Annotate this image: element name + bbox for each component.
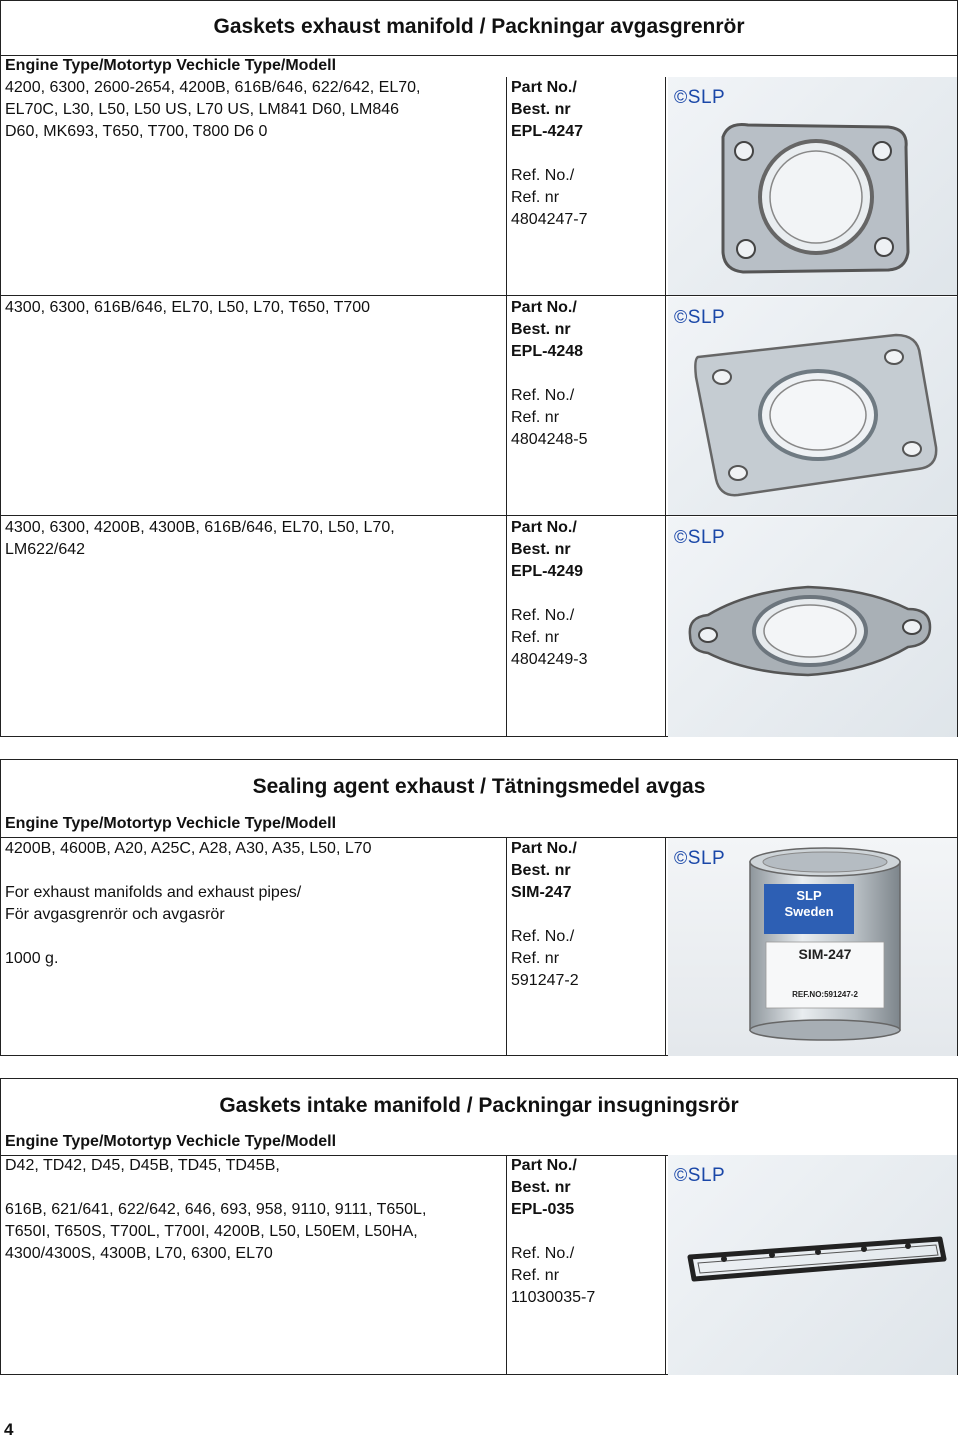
- part-number: EPL-4247: [511, 123, 584, 140]
- product-row-epl-4249: [1, 517, 957, 737]
- part-info: Part No./ Best. nr EPL-4249 Ref. No./ Ref. nr 4804249-3: [511, 517, 661, 671]
- intake-gasket-image: [668, 1155, 957, 1375]
- product-photo: [668, 1155, 957, 1375]
- oval-gasket-image: [668, 517, 957, 737]
- product-row-epl-035: [1, 1155, 957, 1375]
- part-number: EPL-4248: [511, 343, 584, 360]
- can-ref-label: REF.NO:591247-2: [792, 990, 858, 999]
- square-gasket-image: [668, 77, 957, 295]
- slp-logo: ©SLP: [674, 307, 726, 328]
- section-title: Gaskets intake manifold / Packningar insugningsrör: [219, 1094, 739, 1117]
- engine-list: 4200B, 4600B, A20, A25C, A28, A30, A35, L50, L70 For exhaust manifolds and exhaust pipes/ För avgasgrenrör och avgasrör 1000 g.: [5, 840, 372, 967]
- column-header: Engine Type/Motortyp Vechicle Type/Modell: [5, 1133, 337, 1150]
- section-intake-gaskets: [0, 1078, 958, 1375]
- part-info: Part No./ Best. nr SIM-247 Ref. No./ Ref. nr 591247-2: [511, 838, 661, 992]
- slp-logo: ©SLP: [674, 848, 726, 869]
- product-photo: [668, 517, 957, 737]
- ref-number: 4804247-7: [511, 211, 588, 228]
- slp-logo: ©SLP: [674, 1165, 726, 1186]
- page-number: 4: [4, 1420, 14, 1439]
- part-number: EPL-035: [511, 1201, 575, 1218]
- product-row-epl-4248: [1, 297, 957, 515]
- engine-list: 4200, 6300, 2600-2654, 4200B, 616B/646, 622/642, EL70, EL70C, L30, L50, L50 US, L70 US, LM841 D60, LM846 D60, MK693, T650, T700, T800 D6 0: [5, 79, 421, 140]
- engine-list: D42, TD42, D45, D45B, TD45, TD45B, 616B, 621/641, 622/642, 646, 693, 958, 9110, 9111, T650L, T650I, T650S, T700L, T700I, 4200B, L50, L50EM, L50HA, 4300/4300S, 4300B, L70, 6300, EL70: [5, 1157, 427, 1262]
- ref-number: 591247-2: [511, 972, 579, 989]
- product-photo: [668, 838, 957, 1056]
- part-info: Part No./ Best. nr EPL-4248 Ref. No./ Ref. nr 4804248-5: [511, 297, 661, 451]
- section-title: Sealing agent exhaust / Tätningsmedel avgas: [252, 775, 706, 798]
- column-header: Engine Type/Motortyp Vechicle Type/Modell: [5, 57, 337, 74]
- part-info: Part No./ Best. nr EPL-4247 Ref. No./ Ref. nr 4804247-7: [511, 77, 661, 231]
- ref-number: 4804249-3: [511, 651, 588, 668]
- product-row-epl-4247: [1, 77, 957, 295]
- section-title: Gaskets exhaust manifold / Packningar avgasgrenrör: [213, 15, 745, 38]
- product-photo: [668, 297, 957, 515]
- section-sealing-agent: [0, 759, 958, 1056]
- engine-list: 4300, 6300, 4200B, 4300B, 616B/646, EL70, L50, L70, LM622/642: [5, 519, 395, 558]
- product-row-sim-247: [1, 838, 957, 1056]
- part-info: Part No./ Best. nr EPL-035 Ref. No./ Ref. nr 11030035-7: [511, 1155, 661, 1309]
- ref-number: 4804248-5: [511, 431, 588, 448]
- can-code-label: SIM-247: [798, 946, 852, 962]
- slp-logo: ©SLP: [674, 87, 726, 108]
- part-number: EPL-4249: [511, 563, 584, 580]
- product-photo: [668, 77, 957, 295]
- can-brand-label: SLP Sweden: [784, 888, 834, 919]
- slp-logo: ©SLP: [674, 527, 726, 548]
- ref-number: 11030035-7: [511, 1289, 596, 1306]
- column-header: Engine Type/Motortyp Vechicle Type/Modell: [5, 815, 337, 832]
- engine-list: 4300, 6300, 616B/646, EL70, L50, L70, T650, T700: [5, 299, 371, 316]
- part-number: SIM-247: [511, 884, 572, 901]
- square-gasket-angled-image: [668, 297, 957, 515]
